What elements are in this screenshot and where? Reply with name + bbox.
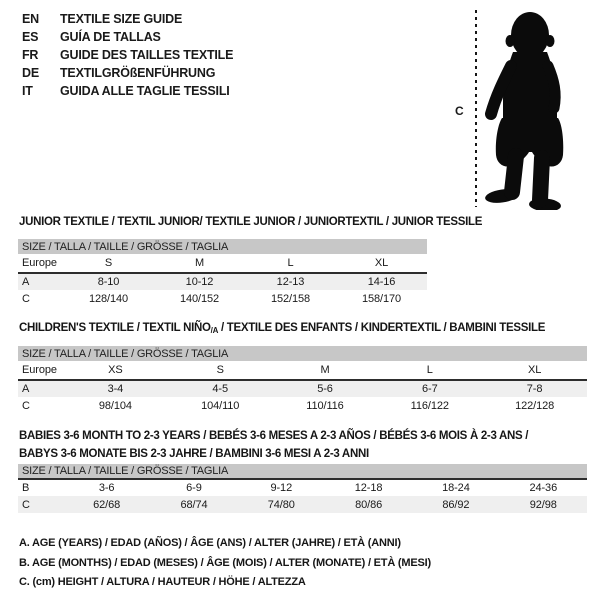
cell: 128/140 [88,292,129,305]
cell: 14-16 [336,273,427,290]
col-header: M [273,361,378,380]
cell: 5-6 [273,380,378,397]
cell: 98/104 [98,399,132,412]
language-code: FR [22,48,39,62]
cell: 9-12 [270,482,293,494]
cell: 140/152 [179,292,220,305]
cell: 92/98 [500,496,587,513]
col-header: L [377,361,482,380]
legend-notes [19,534,431,593]
children-title-pre: CHILDREN'S TEXTILE / TEXTIL NIÑO [19,322,211,334]
cell: 116/122 [410,399,449,412]
babies-title-line2: BABYS 3-6 MONATE BIS 2-3 JAHRE / BAMBINI 3-6 MESI A 2-3 ANNI [19,448,369,460]
size-band: SIZE / TALLA / TAILLE / GRÖSSE / TAGLIA [18,239,427,254]
cell: 18-24 [442,482,470,494]
note-age-years: A. AGE (YEARS) / EDAD (AÑOS) / ÂGE (ANS) / ALTER (JAHRE) / ETÀ (ANNI) [19,537,401,549]
language-list [22,10,233,100]
col-header: XL [482,361,587,380]
cell: 86/92 [412,496,499,513]
cell: 68/74 [150,496,237,513]
table-row [18,496,587,513]
language-label: GUIDA ALLE TAGLIE TESSILI [60,84,230,98]
junior-table-title: JUNIOR TEXTILE / TEXTIL JUNIOR/ TEXTILE JUNIOR / JUNIORTEXTIL / JUNIOR TESSILE [19,216,483,228]
col-header: S [63,254,154,273]
babies-table-title [19,427,528,463]
language-code: IT [22,84,33,98]
language-row-it [22,82,233,100]
cell: 10-12 [154,273,245,290]
language-row-es [22,28,233,46]
junior-size-table [18,239,427,307]
language-code: DE [22,66,39,80]
babies-size-table [18,464,587,513]
cell: 6-9 [186,482,202,494]
cell: 7-8 [482,380,587,397]
row-label: B [22,482,30,494]
table-row [18,479,587,496]
table-row [18,380,587,397]
col-header: L [245,254,336,273]
cell: 122/128 [515,399,555,412]
cell: 110/116 [306,399,344,412]
language-label: TEXTILGRÖßENFÜHRUNG [60,66,216,80]
cell: 104/110 [201,399,240,412]
note-age-months: B. AGE (MONTHS) / EDAD (MESES) / ÂGE (MOIS) / ALTER (MONATE) / ETÀ (MESI) [19,556,431,569]
size-band: SIZE / TALLA / TAILLE / GRÖSSE / TAGLIA [18,346,587,361]
cell: 74/80 [238,496,325,513]
row-label: A [18,273,63,290]
col-header: M [154,254,245,273]
language-label: TEXTILE SIZE GUIDE [60,12,183,26]
height-label-c: C [455,104,464,118]
children-table-title [19,322,545,335]
cell: 152/158 [270,292,311,305]
cell: 12-13 [245,273,336,290]
cell: 80/86 [325,496,412,513]
babies-title-line1: BABIES 3-6 MONTH TO 2-3 YEARS / BEBÉS 3-6 MESES A 2-3 AÑOS / BÉBÉS 3-6 MOIS À 2-3 ANS / [19,430,529,442]
language-row-de [22,64,233,82]
col-header: XL [336,254,427,273]
children-title-post: / TEXTILE DES ENFANTS / KINDERTEXTIL / BAMBINI TESSILE [218,322,546,334]
col-header-europe: Europe [18,361,63,380]
cell: 6-7 [377,380,482,397]
height-dashed-line [475,10,477,207]
row-label: C [22,399,30,412]
col-header: XS [63,361,168,380]
cell: 3-6 [98,482,115,494]
table-row [18,273,427,290]
children-title-sub: /A [210,326,219,335]
size-band: SIZE / TALLA / TAILLE / GRÖSSE / TAGLIA [18,464,587,479]
language-code: EN [22,12,39,26]
language-row-en [22,10,233,28]
baby-silhouette-icon [478,8,598,210]
language-label: GUÍA DE TALLAS [60,30,161,44]
cell: 12-18 [354,482,383,494]
cell: 3-4 [63,380,168,397]
row-label: C [18,496,63,513]
row-label: C [22,292,30,305]
language-code: ES [22,30,39,44]
col-header-europe: Europe [18,254,63,273]
cell: 62/68 [63,496,150,513]
cell: 158/170 [361,292,402,305]
cell: 8-10 [63,273,154,290]
cell: 4-5 [168,380,273,397]
note-height-cm: C. (cm) HEIGHT / ALTURA / HAUTEUR / HÖHE / ALTEZZA [19,576,306,588]
language-label: GUIDE DES TAILLES TEXTILE [60,48,234,62]
cell: 24-36 [529,482,558,494]
language-row-fr [22,46,233,64]
row-label: A [18,380,63,397]
table-row [18,397,587,414]
col-header: S [168,361,273,380]
table-row [18,290,427,307]
children-size-table [18,346,587,414]
